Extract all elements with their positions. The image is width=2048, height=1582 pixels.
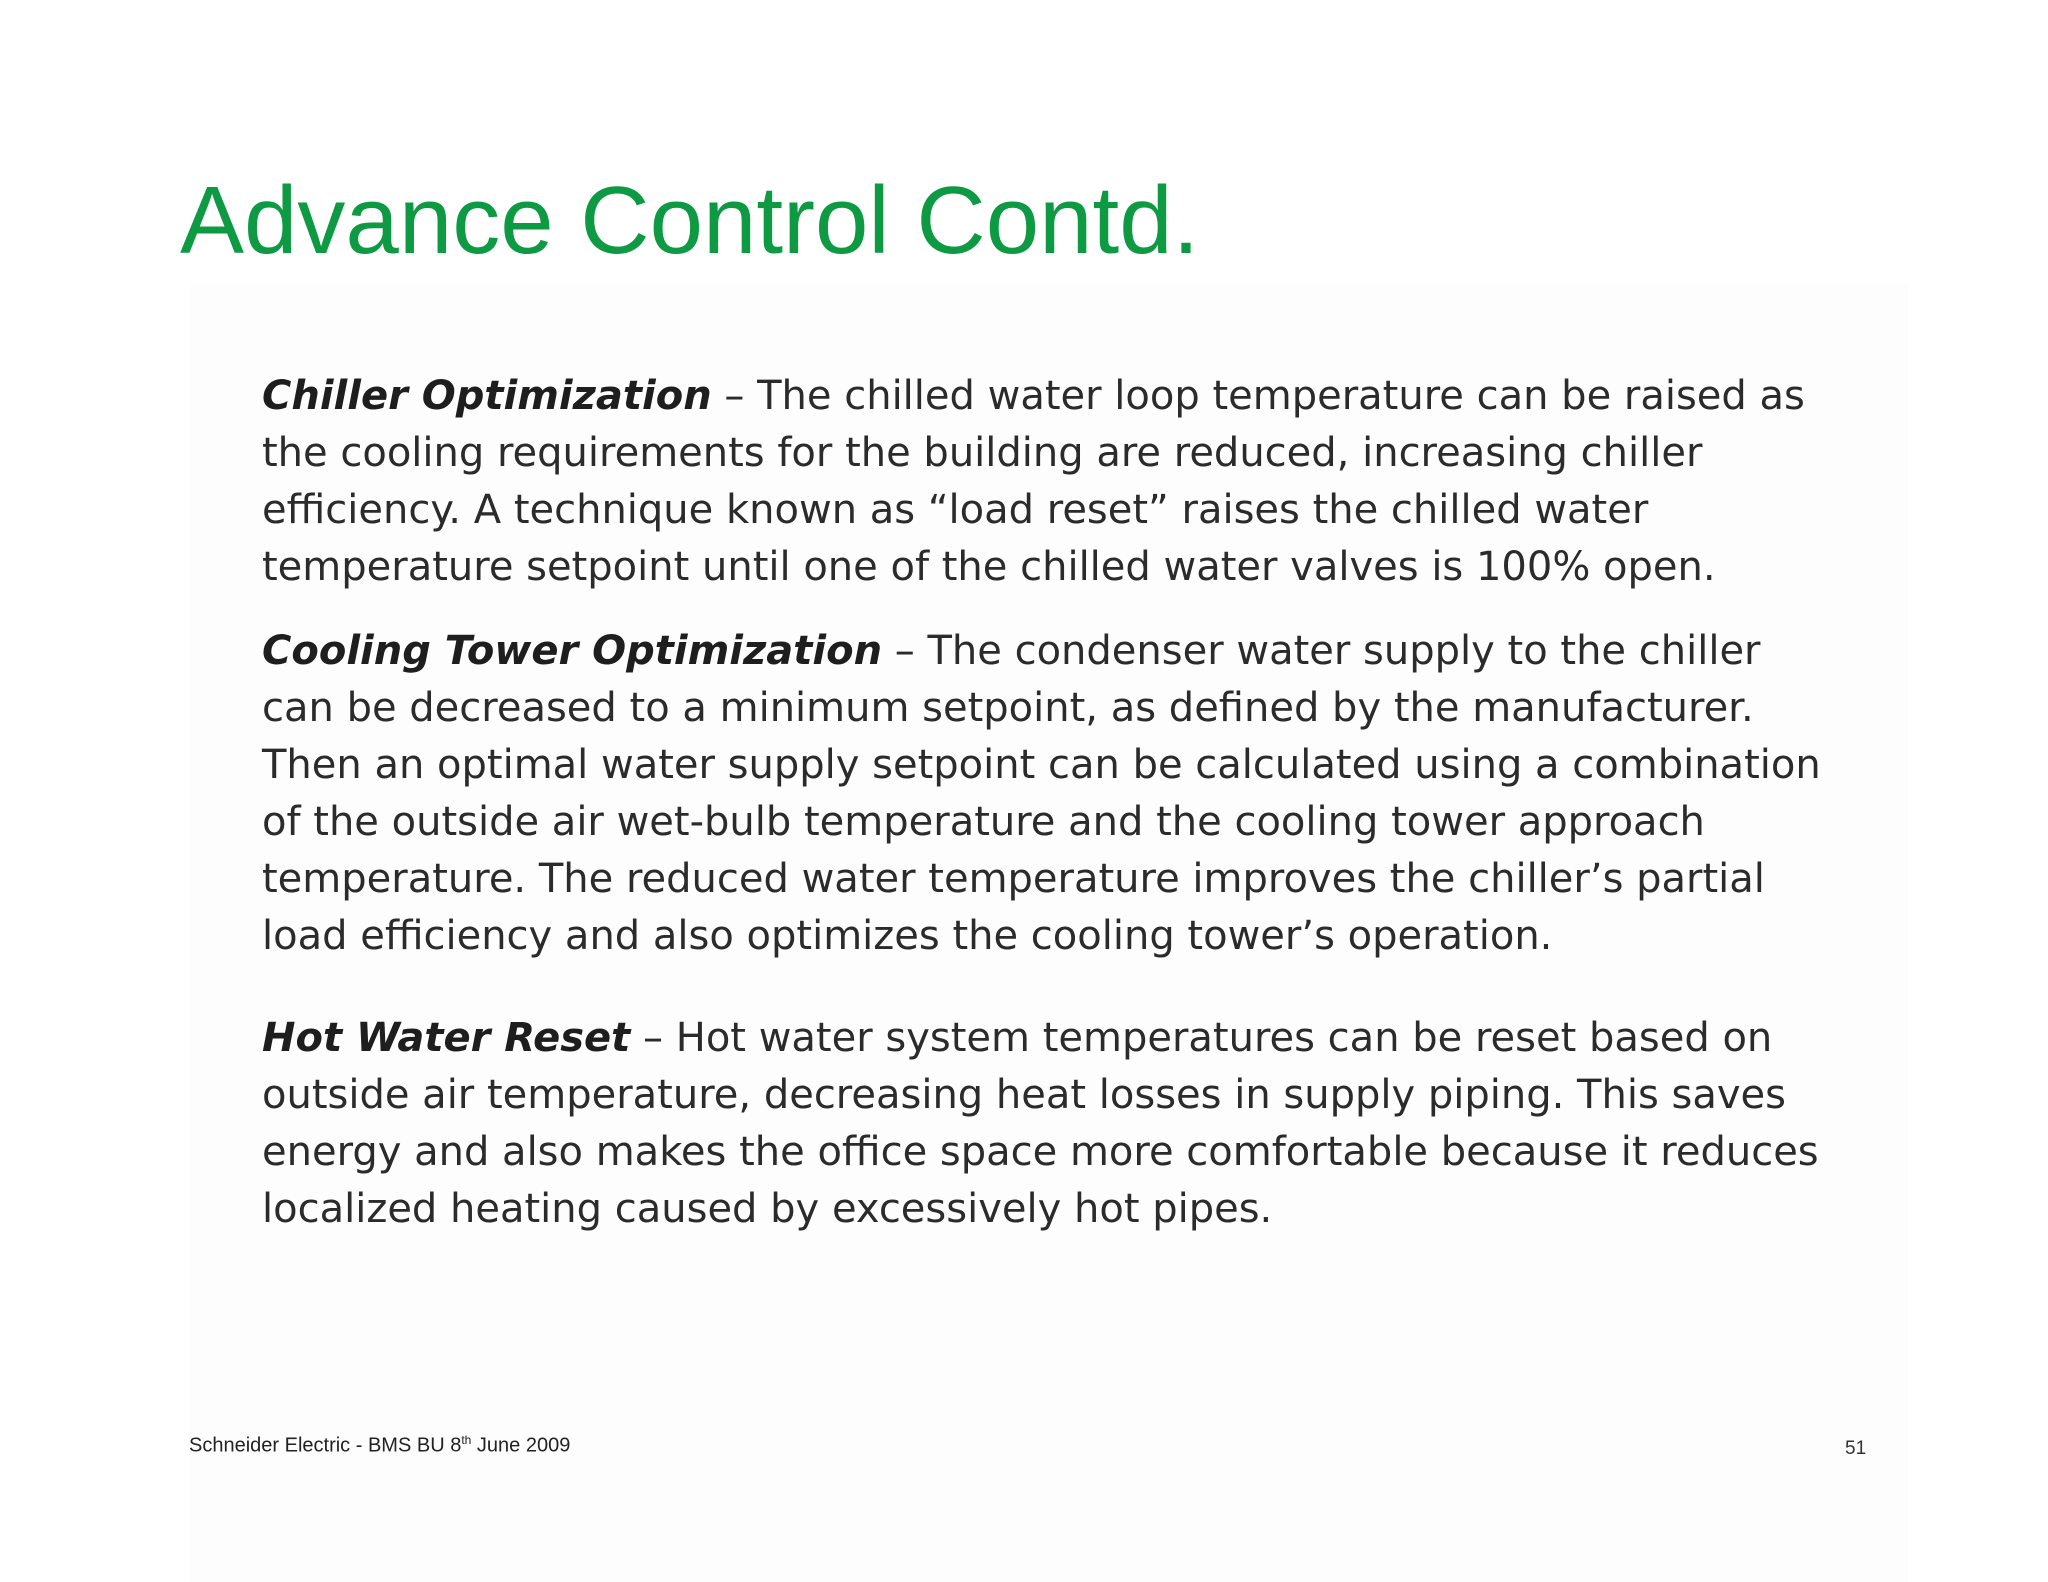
term-cooling-tower-optimization: Cooling Tower Optimization — [262, 628, 883, 674]
term-chiller-optimization: Chiller Optimization — [262, 373, 712, 419]
slide-body — [262, 368, 1822, 1265]
paragraph-text: The chilled water loop temperature can be raised as the cooling requirements for the building are reduced, increasing chiller efficiency. A technique known as “load reset” raises the chilled water temperature setpoint until one of the chilled water valves is 100% open. — [262, 373, 1805, 590]
separator: – — [882, 628, 928, 674]
separator: – — [630, 1015, 676, 1061]
separator: – — [711, 373, 758, 419]
footer-text — [189, 1433, 570, 1458]
footer-date: June 2009 — [471, 1434, 571, 1457]
paragraph-hot-water-reset — [262, 1010, 1822, 1238]
slide-title: Advance Control Contd. — [180, 167, 1200, 274]
term-hot-water-reset: Hot Water Reset — [262, 1015, 631, 1061]
footer-org: Schneider Electric - BMS BU 8 — [189, 1434, 462, 1457]
page-number: 51 — [1845, 1438, 1867, 1459]
paragraph-chiller-optimization — [262, 368, 1822, 596]
paragraph-cooling-tower-optimization — [262, 623, 1822, 965]
footer-date-suffix: th — [461, 1433, 472, 1447]
paragraph-text: The condenser water supply to the chiller can be decreased to a minimum setpoint, as defined by the manufacturer. Then an optimal water supply setpoint can be calculated using a combination of the outside air wet-bulb temperature and the cooling tower approach temperature. The reduced water temperature improves the chiller’s partial load efficiency and also optimizes the cooling tower’s operation. — [262, 628, 1821, 959]
paragraph-text: Hot water system temperatures can be reset based on outside air temperature, decreasing heat losses in supply piping. This saves energy and also makes the office space more comfortable because it reduces localized heating caused by excessively hot pipes. — [262, 1015, 1819, 1232]
